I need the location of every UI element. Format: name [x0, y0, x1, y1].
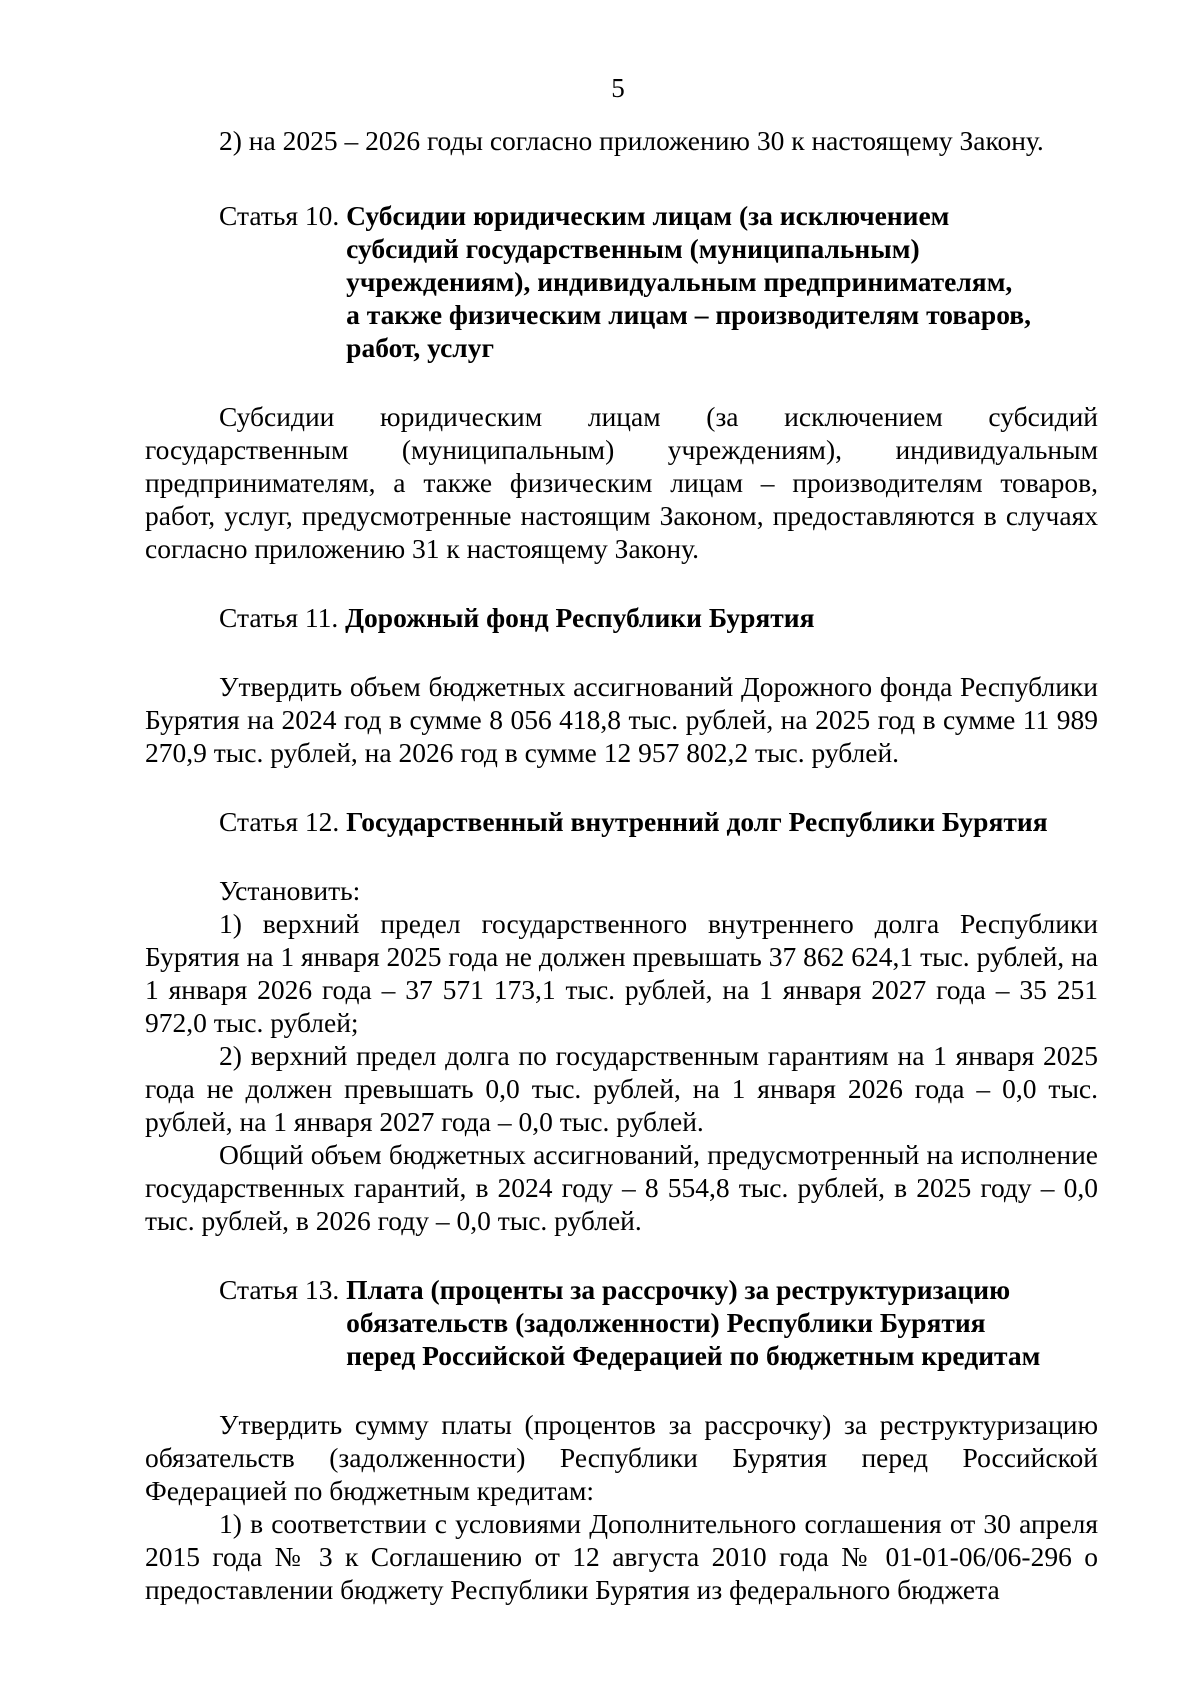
- article-13-heading: [145, 1273, 1098, 1372]
- article-12-item-1: 1) верхний предел государственного внутреннего долга Республики Бурятия на 1 января 2025 года не должен превышать 37 862 624,1 тыс. рублей, на 1 января 2026 года – 37 571 173,1 тыс. рублей, на 1 января 2027 года – 35 251 972,0 тыс. рублей;: [145, 908, 1098, 1038]
- article-10-body: Субсидии юридическим лицам (за исключением субсидий государственным (муниципальным) учреждениям), индивидуальным предпринимателям, а также физическим лицам – производителям товаров, работ, услуг, предусмотренные настоящим Законом, предоставляются в случаях согласно приложению 31 к настоящему Закону.: [145, 401, 1098, 564]
- article-13-title-line: перед Российской Федерацией по бюджетным кредитам: [346, 1340, 1041, 1371]
- article-12-item-2: 2) верхний предел долга по государственным гарантиям на 1 января 2025 года не должен превышать 0,0 тыс. рублей, на 1 января 2026 года – 0,0 тыс. рублей, на 1 января 2027 года – 0,0 тыс. рублей.: [145, 1040, 1098, 1137]
- article-12-heading: [145, 805, 1098, 838]
- article-11-heading: [145, 601, 1098, 634]
- article-10-heading: [145, 199, 1098, 364]
- article-13-label: Статья 13.: [219, 1274, 347, 1305]
- article-11-label: Статья 11.: [219, 602, 346, 633]
- article-11-title: Дорожный фонд Республики Бурятия: [345, 602, 815, 633]
- article-13-title: [346, 1273, 1098, 1372]
- article-10-title-line: Субсидии юридическим лицам (за исключением: [346, 200, 950, 231]
- article-10-label: Статья 10.: [219, 200, 347, 231]
- article-12-label: Статья 12.: [219, 806, 347, 837]
- article-10-title: [346, 199, 1098, 364]
- article-13-item-1: 1) в соответствии с условиями Дополнительного соглашения от 30 апреля 2015 года № 3 к Соглашению от 12 августа 2010 года № 01-01-06/06-296 о предоставлении бюджету Республики Бурятия из федерального бюджета: [145, 1508, 1098, 1605]
- article-10-title-line: учреждениям), индивидуальным предпринимателям,: [346, 266, 1013, 297]
- article-13-body: Утвердить сумму платы (процентов за рассрочку) за реструктуризацию обязательств (задолженности) Республики Бурятия перед Российской Федерацией по бюджетным кредитам:: [145, 1409, 1098, 1506]
- article-13-title-line: Плата (проценты за рассрочку) за реструктуризацию: [346, 1274, 1011, 1305]
- article-12-title: Государственный внутренний долг Республики Бурятия: [346, 806, 1048, 837]
- article-11-body: Утвердить объем бюджетных ассигнований Дорожного фонда Республики Бурятия на 2024 год в сумме 8 056 418,8 тыс. рублей, на 2025 год в сумме 11 989 270,9 тыс. рублей, на 2026 год в сумме 12 957 802,2 тыс. рублей.: [145, 671, 1098, 768]
- page-number: 5: [611, 73, 625, 103]
- article-10-title-line: субсидий государственным (муниципальным): [346, 233, 920, 264]
- article-10-title-line: а также физическим лицам – производителям товаров,: [346, 299, 1031, 330]
- intro-item: 2) на 2025 – 2026 годы согласно приложению 30 к настоящему Закону.: [219, 125, 1044, 156]
- article-12-intro: Установить:: [219, 875, 361, 906]
- article-10-title-line: работ, услуг: [346, 332, 494, 363]
- article-13-title-line: обязательств (задолженности) Республики Бурятия: [346, 1307, 986, 1338]
- article-12-total: Общий объем бюджетных ассигнований, предусмотренный на исполнение государственных гарантий, в 2024 году – 8 554,8 тыс. рублей, в 2025 году – 0,0 тыс. рублей, в 2026 году – 0,0 тыс. рублей.: [145, 1139, 1098, 1236]
- document-body: [145, 124, 1098, 1606]
